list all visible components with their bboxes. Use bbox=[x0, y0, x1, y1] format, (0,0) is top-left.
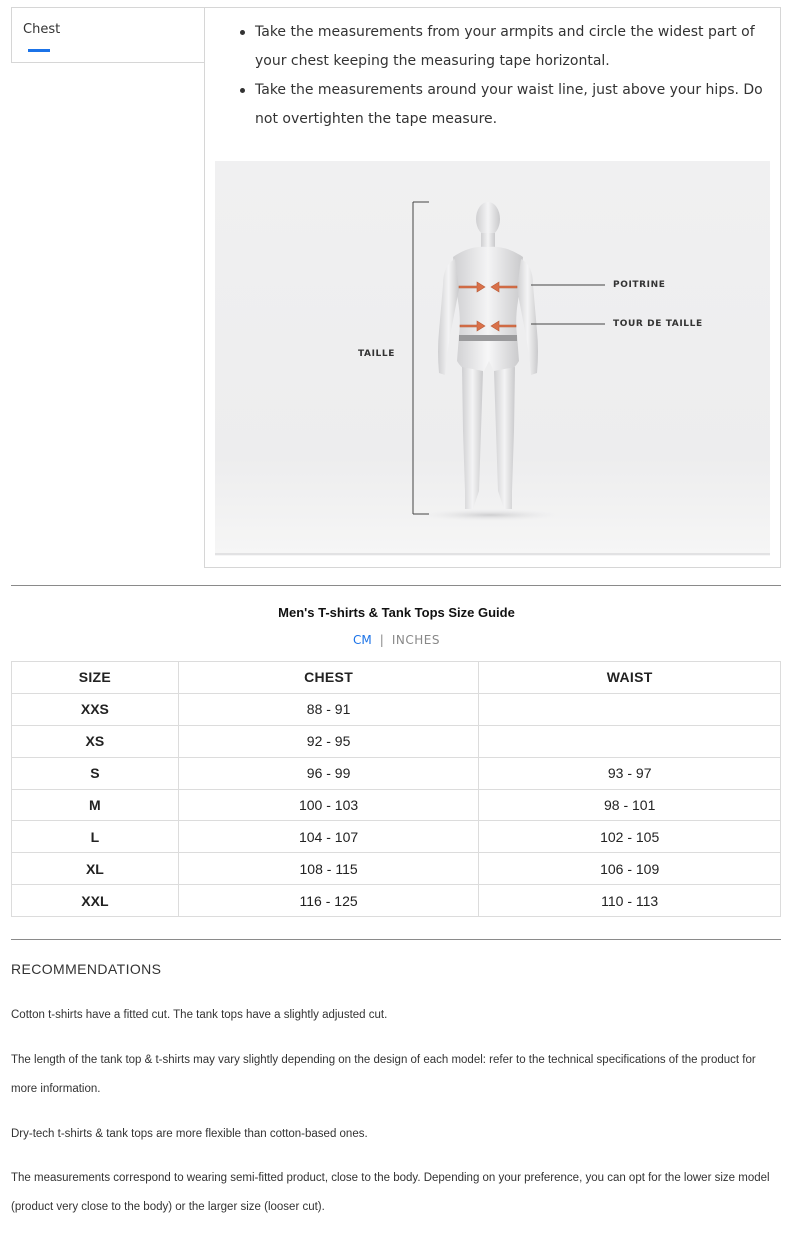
instruction-waist: Take the measurements around your waist line, just above your hips. Do not overtighten the tape measure. bbox=[237, 76, 767, 134]
cell-size: XL bbox=[12, 853, 179, 885]
size-table bbox=[11, 661, 781, 917]
mannequin-left-leg bbox=[462, 367, 483, 509]
body-measurement-figure bbox=[215, 161, 770, 556]
mannequin-illustration bbox=[215, 161, 770, 556]
cell-waist bbox=[479, 693, 781, 725]
measurement-panel bbox=[204, 7, 781, 568]
label-waist: TOUR DE TAILLE bbox=[613, 319, 703, 329]
label-chest: POITRINE bbox=[613, 280, 666, 290]
table-row bbox=[12, 885, 781, 917]
table-row bbox=[12, 821, 781, 853]
mannequin-left-arm bbox=[438, 259, 459, 375]
table-row bbox=[12, 725, 781, 757]
cell-chest: 100 - 103 bbox=[178, 789, 479, 821]
recommendation-paragraph: The length of the tank top & t-shirts may vary slightly depending on the design of each model: refer to the technical specifications of the product for more information. bbox=[11, 1054, 756, 1095]
unit-separator: | bbox=[379, 633, 384, 647]
cell-size: XXS bbox=[12, 693, 179, 725]
instructions-list bbox=[237, 18, 767, 134]
divider bbox=[11, 585, 781, 586]
cell-waist: 98 - 101 bbox=[479, 789, 781, 821]
tab-active-indicator bbox=[28, 49, 50, 52]
cell-chest: 88 - 91 bbox=[178, 693, 479, 725]
header-size: SIZE bbox=[12, 662, 179, 694]
header-waist: WAIST bbox=[479, 662, 781, 694]
recommendation-paragraph: Dry-tech t-shirts & tank tops are more flexible than cotton-based ones. bbox=[11, 1128, 368, 1140]
recommendations-heading: RECOMMENDATIONS bbox=[11, 961, 162, 977]
mannequin-right-arm bbox=[517, 259, 538, 375]
size-guide-title: Men's T-shirts & Tank Tops Size Guide bbox=[278, 605, 515, 620]
cell-size: M bbox=[12, 789, 179, 821]
label-height: TAILLE bbox=[358, 349, 395, 359]
divider bbox=[11, 939, 781, 940]
cell-size: L bbox=[12, 821, 179, 853]
instruction-chest: Take the measurements from your armpits and circle the widest part of your chest keeping the measuring tape horizontal. bbox=[237, 18, 767, 76]
table-row bbox=[12, 853, 781, 885]
unit-switcher bbox=[0, 633, 793, 647]
tab-chest[interactable] bbox=[11, 7, 205, 63]
cell-chest: 108 - 115 bbox=[178, 853, 479, 885]
table-row bbox=[12, 789, 781, 821]
cell-chest: 92 - 95 bbox=[178, 725, 479, 757]
unit-inches-toggle[interactable]: INCHES bbox=[391, 633, 440, 647]
floor-shadow bbox=[420, 509, 560, 521]
recommendation-paragraph: The measurements correspond to wearing semi-fitted product, close to the body. Depending on your preference, you can opt for the lower size model (product very close to the body) or the larger size (looser cut). bbox=[11, 1172, 770, 1213]
mannequin-head bbox=[476, 202, 500, 236]
header-chest: CHEST bbox=[178, 662, 479, 694]
table-row bbox=[12, 693, 781, 725]
cell-size: S bbox=[12, 757, 179, 789]
cell-waist: 102 - 105 bbox=[479, 821, 781, 853]
cell-waist: 93 - 97 bbox=[479, 757, 781, 789]
cell-size: XS bbox=[12, 725, 179, 757]
cell-waist: 106 - 109 bbox=[479, 853, 781, 885]
cell-chest: 96 - 99 bbox=[178, 757, 479, 789]
cell-chest: 116 - 125 bbox=[178, 885, 479, 917]
table-row bbox=[12, 757, 781, 789]
cell-chest: 104 - 107 bbox=[178, 821, 479, 853]
cell-waist bbox=[479, 725, 781, 757]
mannequin-torso bbox=[453, 247, 523, 336]
table-header-row bbox=[12, 662, 781, 694]
unit-cm-toggle[interactable]: CM bbox=[353, 633, 372, 647]
cell-waist: 110 - 113 bbox=[479, 885, 781, 917]
tab-label: Chest bbox=[23, 22, 61, 37]
recommendation-paragraph: Cotton t-shirts have a fitted cut. The tank tops have a slightly adjusted cut. bbox=[11, 1009, 388, 1021]
mannequin-right-leg bbox=[494, 367, 515, 509]
cell-size: XXL bbox=[12, 885, 179, 917]
